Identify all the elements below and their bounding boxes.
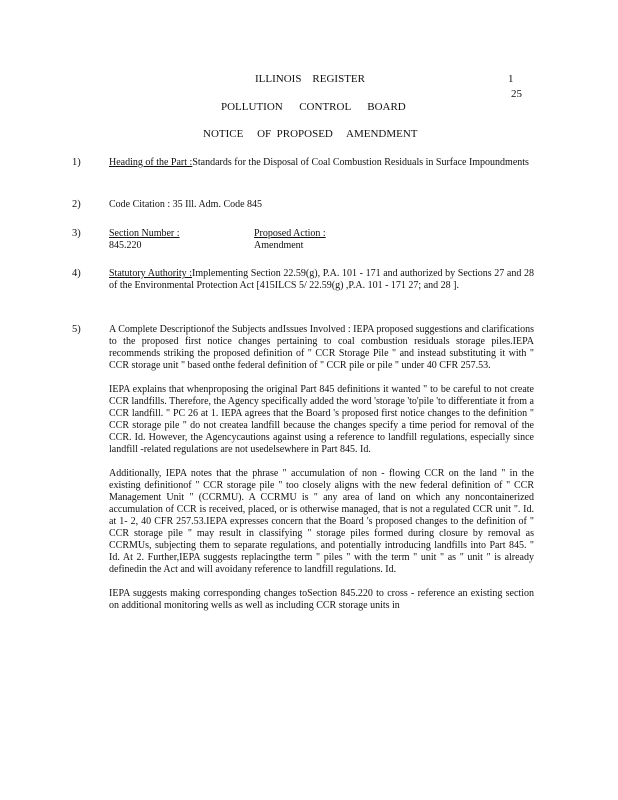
section-number-value: 845.220 [109, 240, 142, 251]
item-number: 2) [72, 199, 81, 210]
item-body [109, 324, 534, 624]
item-label: Heading of the Part : [109, 157, 193, 168]
item-1 [72, 157, 542, 187]
item-5 [72, 324, 542, 724]
section-number-label: Section Number : [109, 228, 180, 239]
item-text: Standards for the Disposal of Coal Combustion Residuals in Surface Impoundments [192, 157, 529, 168]
board-title: POLLUTION CONTROL BOARD [221, 101, 406, 113]
item-text: Code Citation : 35 Ill. Adm. Code 845 [109, 199, 263, 210]
item-number: 4) [72, 268, 81, 279]
notice-title: NOTICE OF PROPOSED AMENDMENT [203, 128, 418, 140]
item-text: Implementing Section 22.59(g), P.A. 101 - 171 and authorized by Sections 27 and 28 of the Environmental Protection Act [415ILCS 5/ 22.59(g) ,P.A. 101 - 171 27; and 28 ]. [109, 268, 534, 291]
page-number-top: 1 [508, 73, 514, 85]
paragraph-4: IEPA suggests making corresponding changes toSection 845.220 to cross - reference an existing section on additional monitoring wells as well as including CCR storage units in [109, 588, 534, 611]
item-label: Statutory Authority : [109, 268, 193, 279]
proposed-action-value: Amendment [254, 240, 304, 251]
item-3 [72, 228, 542, 256]
register-title: ILLINOIS REGISTER [255, 73, 365, 85]
item-number: 1) [72, 157, 81, 168]
proposed-action-label: Proposed Action : [254, 228, 326, 239]
proposed-action-col [254, 228, 326, 252]
item-body [109, 228, 534, 252]
item-2 [72, 199, 542, 213]
paragraph-3: Additionally, IEPA notes that the phrase " accumulation of non - flowing CCR on the land " in the existing definitionof " CCR storage pile " too closely aligns with the new federal definition of " CCR Management Unit " (CCRMU). A CCRMU is " any area of land on which any noncontainerized accumulation of CCR is received, placed, or is otherwise managed, that is not a regulated CCR unit ". Id. at 1- 2, 40 CFR 257.53.IEPA expresses concern that the Board 's proposed changes to the definition of " CCR storage pile " may result in classifying " storage piles formed during closure by removal as CCRMUs, subjecting them to separate regulations, and potentially introducing landfills into Part 845. " Id. At 2. Further,IEPA suggests replacingthe term " piles " with the term " unit " as " unit " is already definedin the Act and will avoidany reference to landfill regulations. Id. [109, 468, 534, 575]
item-number: 5) [72, 324, 81, 335]
paragraph-2: IEPA explains that whenproposing the original Part 845 definitions it wanted " to be careful to not create CCR landfills. Therefore, the Agency specifically added the word 'storage 'to'pile 'to differentiate it from a CCR landfill. " PC 26 at 1. IEPA agrees that the Board 's proposed first notice changes to the definition " CCR storage pile " do not createa landfill because the changes specify a time period for removal of the CCR. Id. However, the Agencycautions against using a reference to landfill regulations, especially since landfill -related regulations are not usedelsewhere in Part 845. Id. [109, 384, 534, 455]
item-body [109, 268, 534, 292]
paragraph-1: A Complete Descriptionof the Subjects andIssues Involved : IEPA proposed suggestions and clarifications to the proposed first notice changes pertaining to coal combustion residuals storage piles.IEPA recommends striking the proposed definition of " CCR Storage Pile " and instead substituting it with " CCR storage unit " based onthe federal definition of " CCR pile or pile " under 40 CFR 257.53. [109, 324, 534, 371]
item-body [109, 157, 534, 169]
page-number-bottom: 25 [511, 88, 522, 100]
item-4 [72, 268, 542, 308]
item-number: 3) [72, 228, 81, 239]
